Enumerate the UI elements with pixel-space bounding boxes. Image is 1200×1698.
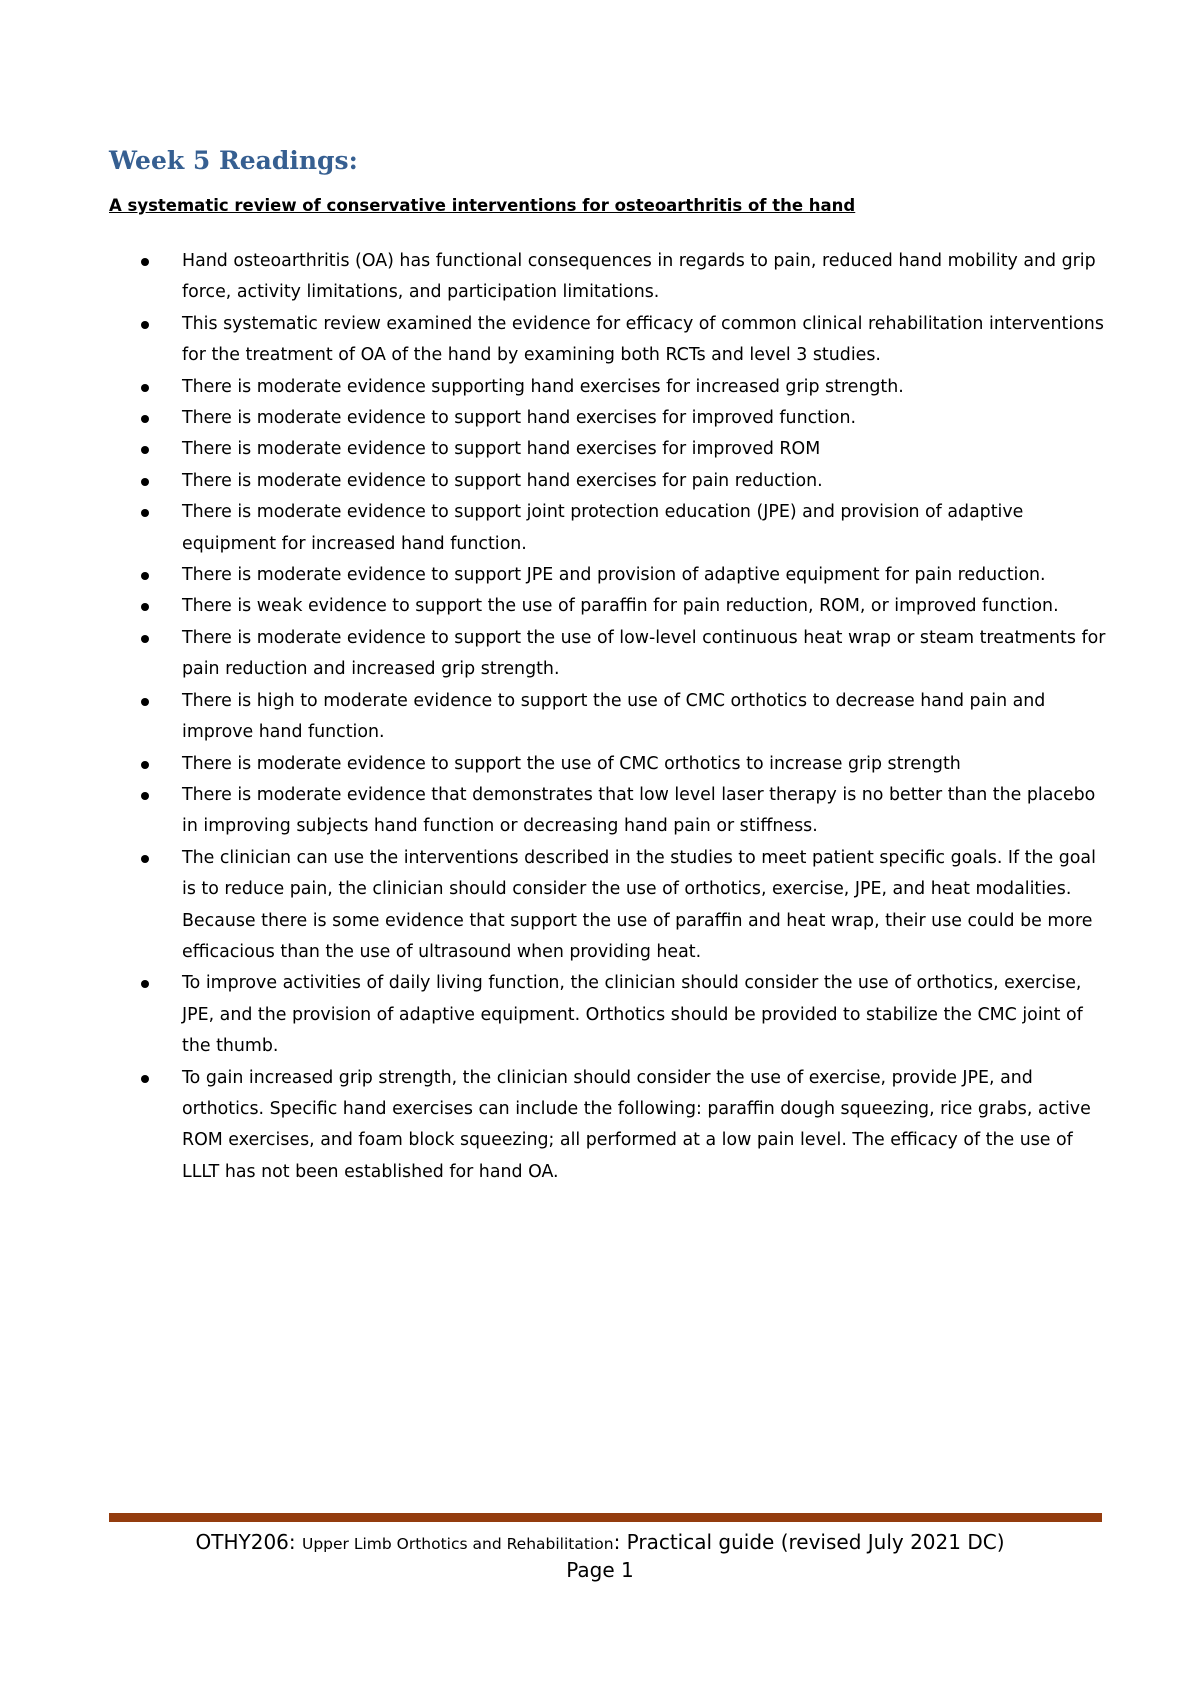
bullet-text: There is moderate evidence to support joint protection education (JPE) and provision of adaptive equipment for increased hand function. [182,502,1024,554]
bullet-item [109,780,1107,843]
bullet-text: This systematic review examined the evidence for efficacy of common clinical rehabilitation interventions for the treatment of OA of the hand by examining both RCTs and level 3 studies. [182,313,1104,366]
bullet-item [109,246,1107,309]
bullet-item [109,968,1107,1062]
bullet-dot-icon [141,321,149,329]
bullet-text: The clinician can use the interventions described in the studies to meet patient specific goals. If the goal is to reduce pain, the clinician should consider the use of orthotics, exercise, JPE, and heat modalities. Because there is some evidence that support the use of paraffin and heat wrap, their use could be more efficacious than the use of ultrasound when providing heat. [182,847,1096,962]
section-subheading: A systematic review of conservative interventions for osteoarthritis of the hand [109,196,856,215]
bullet-dot-icon [141,855,149,863]
bullet-text: There is moderate evidence that demonstrates that low level laser therapy is no better than the placebo in improving subjects hand function or decreasing hand pain or stiffness. [182,784,1096,837]
footer-divider [109,1513,1102,1522]
bullet-dot-icon [141,980,149,988]
bullet-dot-icon [141,478,149,486]
bullet-dot-icon [141,384,149,392]
bullet-list [109,246,1107,1188]
bullet-item [109,309,1107,372]
bullet-dot-icon [141,509,149,517]
bullet-item [109,372,1107,403]
bullet-text: There is weak evidence to support the use of paraffin for pain reduction, ROM, or improved function. [182,596,1059,617]
bullet-text: To gain increased grip strength, the clinician should consider the use of exercise, provide JPE, and orthotics. Specific hand exercises can include the following: paraffin dough squeezing, rice grabs, active ROM exercises, and foam block squeezing; all performed at a low pain level. The efficacy of the use of LLLT has not been established for hand OA. [182,1067,1091,1182]
bullet-dot-icon [141,1075,149,1083]
bullet-dot-icon [141,572,149,580]
bullet-text: There is moderate evidence to support JPE and provision of adaptive equipment for pain reduction. [182,565,1046,586]
bullet-text: There is moderate evidence to support hand exercises for pain reduction. [182,470,823,491]
bullet-text: There is high to moderate evidence to support the use of CMC orthotics to decrease hand pain and improve hand function. [182,690,1046,743]
bullet-text: There is moderate evidence to support the use of CMC orthotics to increase grip strength [182,753,961,774]
bullet-text: To improve activities of daily living function, the clinician should consider the use of orthotics, exercise, JPE, and the provision of adaptive equipment. Orthotics should be provided to stabilize the CMC joint of the thumb. [182,973,1083,1057]
bullet-item [109,843,1107,969]
bullet-dot-icon [141,446,149,454]
bullet-text: There is moderate evidence to support the use of low-level continuous heat wrap or steam treatments for pain reduction and increased grip strength. [182,627,1106,680]
bullet-item [109,623,1107,686]
bullet-item [109,591,1107,622]
bullet-item [109,560,1107,591]
bullet-item [109,497,1107,560]
bullet-item [109,466,1107,497]
bullet-item [109,434,1107,465]
bullet-dot-icon [141,635,149,643]
footer-course-title: Upper Limb Orthotics and Rehabilitation [301,1535,614,1553]
bullet-text: Hand osteoarthritis (OA) has functional consequences in regards to pain, reduced hand mobility and grip force, activity limitations, and participation limitations. [182,251,1096,303]
bullet-dot-icon [141,603,149,611]
bullet-item [109,403,1107,434]
footer-guide-label: : Practical guide (revised July 2021 DC) [613,1530,1005,1554]
bullet-text: There is moderate evidence to support hand exercises for improved ROM [182,439,821,460]
bullet-item [109,1063,1107,1189]
footer-course-line [0,1530,1200,1554]
page-heading: Week 5 Readings: [109,146,358,175]
bullet-item [109,749,1107,780]
bullet-text: There is moderate evidence to support hand exercises for improved function. [182,408,856,429]
bullet-item [109,686,1107,749]
bullet-dot-icon [141,792,149,800]
bullet-dot-icon [141,761,149,769]
bullet-dot-icon [141,258,149,266]
bullet-dot-icon [141,415,149,423]
bullet-text: There is moderate evidence supporting hand exercises for increased grip strength. [182,376,904,397]
footer-page-number: Page 1 [566,1558,634,1582]
bullet-dot-icon [141,698,149,706]
footer-course-code: OTHY206: [195,1530,302,1554]
